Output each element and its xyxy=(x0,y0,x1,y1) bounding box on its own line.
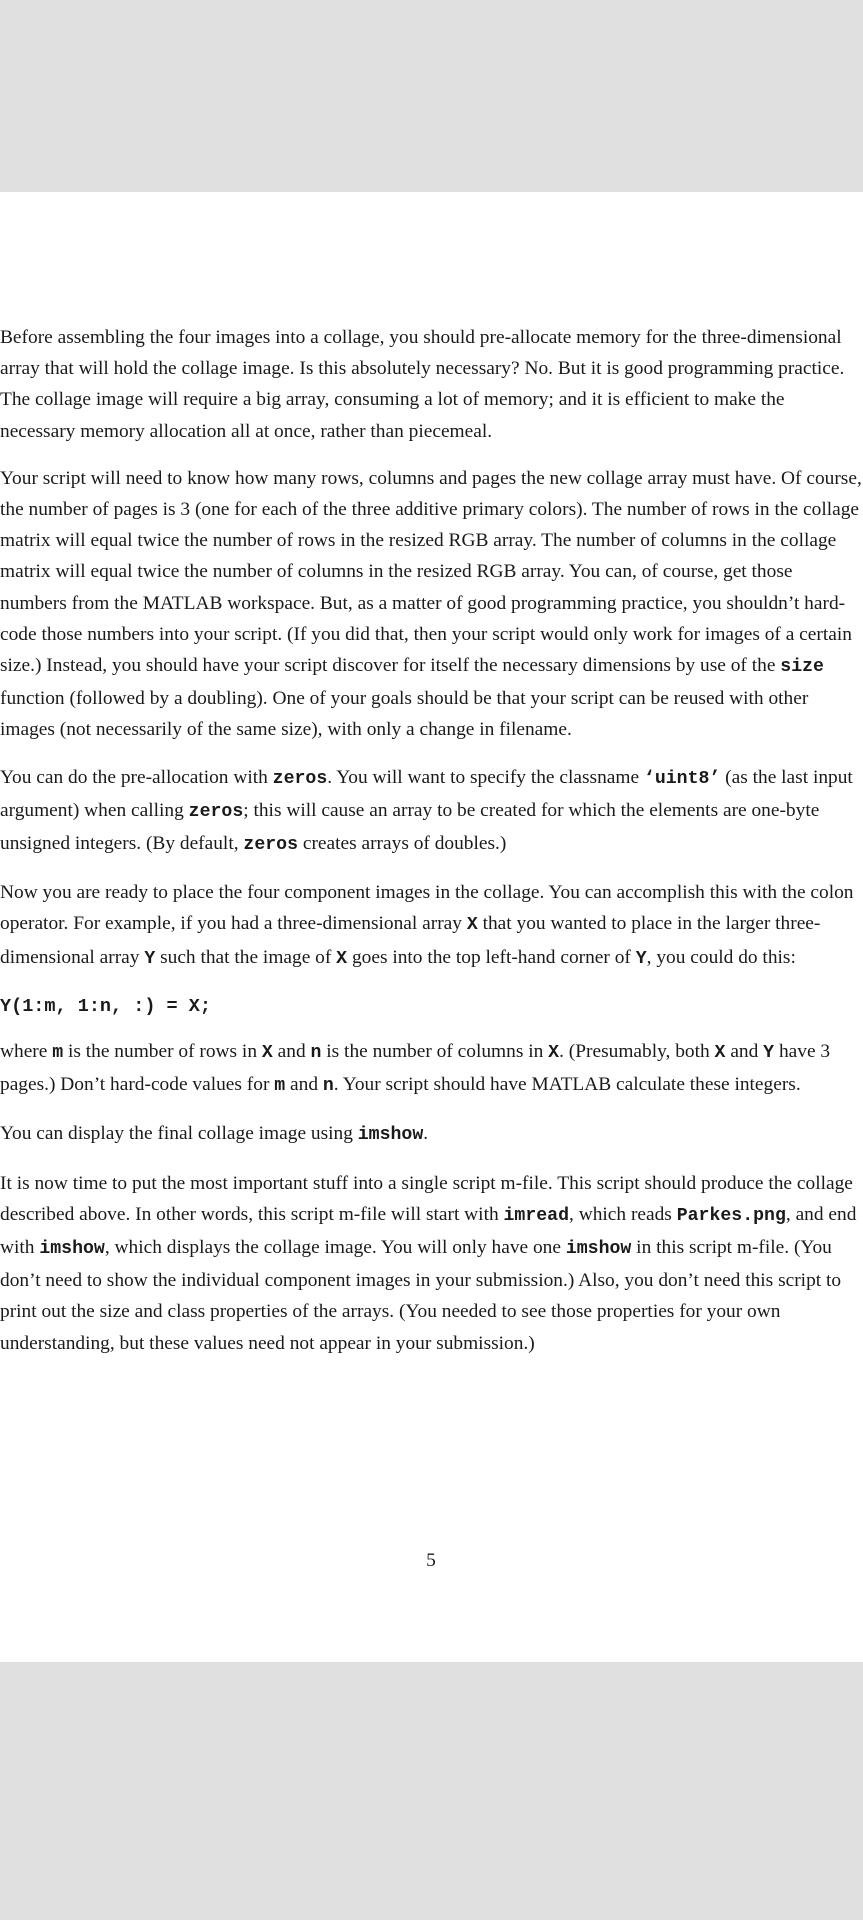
text-run: , and end with xyxy=(0,1203,857,1259)
text-run: creates arrays of doubles.) xyxy=(297,833,507,855)
code-term: X xyxy=(548,1043,560,1064)
text-run: You can display the final collage image using xyxy=(0,1123,358,1145)
paragraph xyxy=(0,1168,862,1359)
code-term: imshow xyxy=(357,1125,424,1146)
text-run: is the number of rows in xyxy=(63,1041,262,1063)
code-term: Parkes.png xyxy=(676,1205,786,1226)
text-run: (as the last input argument) when calling xyxy=(0,766,853,821)
code-term: zeros xyxy=(243,835,298,856)
text-run: . (Presumably, both xyxy=(559,1041,715,1063)
paragraph xyxy=(0,1118,862,1151)
text-run: such that the image of xyxy=(155,946,337,968)
text-run: goes into the top left-hand corner of xyxy=(347,946,636,968)
text-run: Your script will need to know how many rows, columns and pages the new collage array must have. Of course, the number of pages is 3 (one for each of the three additive primary colors). The number of rows in the collage matrix will equal twice the number of rows in the resized RGB array. The number of columns in the collage matrix will equal twice the number of columns in the resized RGB array. You can, of course, get those numbers from the MATLAB workspace. But, as a matter of good programming practice, you shouldn’t hard-code those numbers into your script. (If you did that, then your script would only work for images of a certain size.) Instead, you should have your script discover for itself the necessary dimensions by use of the xyxy=(0,467,862,677)
text-run: function (followed by a doubling). One of your goals should be that your script can be reused with other images (not necessarily of the same size), with only a change in filename. xyxy=(0,688,809,741)
code-example xyxy=(0,991,862,1022)
code-term: X xyxy=(714,1043,726,1064)
text-run: . xyxy=(423,1123,429,1145)
text-run: It is now time to put the most important stuff into a single script m-file. This script should produce the collage described above. In other words, this script m-file will start with xyxy=(0,1172,853,1225)
text-run: that you wanted to place in the larger three-dimensional array xyxy=(0,913,821,968)
code-term: Y xyxy=(763,1043,775,1064)
text-run: ; this will cause an array to be created for which the elements are one-byte unsigned integers. (By default, xyxy=(0,799,820,855)
code-term: m xyxy=(274,1076,286,1097)
code-term: zeros xyxy=(188,801,244,822)
code-term: m xyxy=(52,1043,64,1064)
code-term: ‘uint8’ xyxy=(643,768,721,789)
text-run: in this script m-file. (You don’t need to show the individual component images in your submission.) Also, you don’t need this script to print out the size and class properties of the arrays. (You needed to see those properties for your own understanding, but these values need not appear in your submission.) xyxy=(0,1237,842,1354)
paragraph xyxy=(0,762,862,862)
code-term: imshow xyxy=(39,1239,105,1260)
document-page xyxy=(0,192,863,1662)
code-term: X xyxy=(466,915,478,936)
code-term: n xyxy=(310,1043,322,1064)
paragraph xyxy=(0,463,862,746)
text-run: Now you are ready to place the four component images in the collage. You can accomplish this with the colon operator. For example, if you had a three-dimensional array xyxy=(0,882,854,935)
text-run: and xyxy=(285,1074,323,1096)
text-run: have 3 pages.) Don’t hard-code values for xyxy=(0,1041,831,1096)
text-run: and xyxy=(725,1041,764,1063)
text-run: , which reads xyxy=(569,1203,677,1225)
text-run: Before assembling the four images into a collage, you should pre-allocate memory for the three-dimensional array that will hold the collage image. Is this absolutely necessary? No. But it is good programming practice. The collage image will require a big array, consuming a lot of memory; and it is efficient to make the necessary memory allocation all at once, rather than piecemeal. xyxy=(0,327,845,442)
code-term: zeros xyxy=(272,768,328,789)
text-run: where xyxy=(0,1041,53,1063)
text-run: , which displays the collage image. You will only have one xyxy=(104,1237,566,1259)
code-term: Y xyxy=(144,948,156,969)
code-term: n xyxy=(322,1076,334,1097)
text-run: . Your script should have MATLAB calculate these integers. xyxy=(333,1074,801,1096)
paragraph xyxy=(0,1036,862,1102)
text-run: and xyxy=(272,1041,311,1063)
paragraph xyxy=(0,877,862,975)
text-run: . You will want to specify the classname xyxy=(327,766,644,788)
text-run: is the number of columns in xyxy=(321,1041,549,1063)
code-term: imread xyxy=(503,1205,570,1226)
paragraph xyxy=(0,322,862,447)
page-body xyxy=(0,322,862,1375)
text-run: Y(1:m, 1:n, :) = X; xyxy=(0,995,211,1017)
code-term: size xyxy=(780,657,824,678)
code-term: X xyxy=(261,1043,273,1064)
code-term: Y xyxy=(635,948,647,969)
code-term: X xyxy=(336,948,348,969)
code-term: imshow xyxy=(565,1239,632,1260)
text-run: , you could do this: xyxy=(646,946,796,968)
page-number: 5 xyxy=(426,1550,436,1571)
text-run: You can do the pre-allocation with xyxy=(0,766,273,788)
